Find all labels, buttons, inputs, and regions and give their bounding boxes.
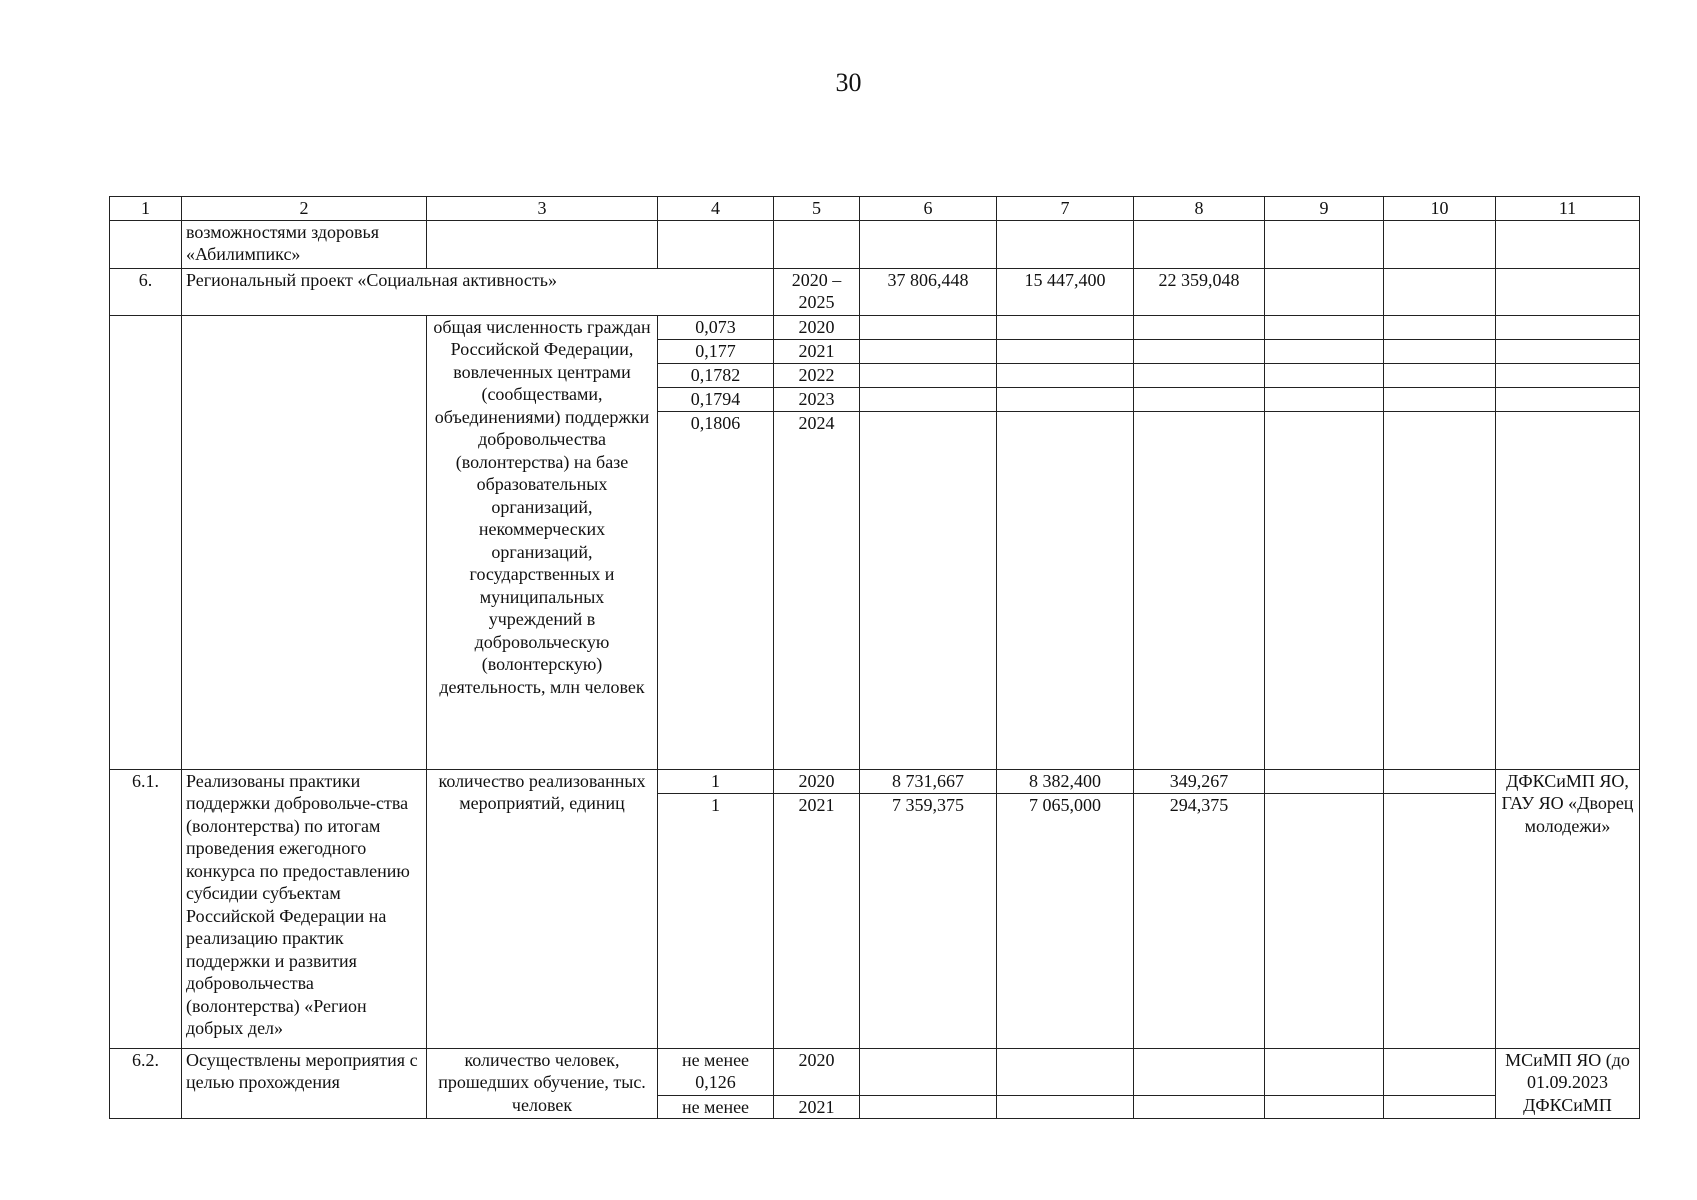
row-number: 6. <box>110 268 182 315</box>
row-number: 6.1. <box>110 769 182 1048</box>
indicator-year: 2020 <box>774 769 860 793</box>
amount-total: 37 806,448 <box>860 268 997 315</box>
header-cell: 11 <box>1496 197 1640 221</box>
executor: МСиМП ЯО (до 01.09.2023 ДФКСиМП <box>1496 1048 1640 1119</box>
header-cell: 1 <box>110 197 182 221</box>
activity-name: Осуществлены мероприятия с целью прохождения <box>182 1048 427 1119</box>
header-cell: 2 <box>182 197 427 221</box>
indicator-text: количество реализованных мероприятий, единиц <box>427 769 658 1048</box>
indicator-year: 2020 <box>774 315 860 339</box>
header-row <box>110 197 1640 221</box>
continuation-text: возможностями здоровья «Абилимпикс» <box>182 220 427 268</box>
indicator-text: общая численность граждан Российской Федерации, вовлеченных центрами (сообществами, объединениями) поддержки добровольчества (волонтерства) на базе образовательных организаций, некоммерческих организаций, государственных и муниципальных учреждений в добровольческую (волонтерскую) деятельность, млн человек <box>427 315 658 769</box>
program-table <box>109 196 1640 1119</box>
period: 2020 – 2025 <box>774 268 860 315</box>
indicator-year: 2024 <box>774 411 860 769</box>
header-cell: 5 <box>774 197 860 221</box>
page-number: 30 <box>835 68 862 97</box>
indicator-year: 2021 <box>774 1095 860 1119</box>
amount-regional: 22 359,048 <box>1134 268 1265 315</box>
indicator-value: 1 <box>658 769 774 793</box>
header-cell: 4 <box>658 197 774 221</box>
indicator-value: не менее 0,126 <box>658 1048 774 1095</box>
indicator-value: 0,1806 <box>658 411 774 769</box>
amount-regional: 349,267 <box>1134 769 1265 793</box>
indicator-value: 0,1782 <box>658 363 774 387</box>
indicator-value: 0,073 <box>658 315 774 339</box>
header-cell: 6 <box>860 197 997 221</box>
indicator-value: 0,177 <box>658 339 774 363</box>
amount-regional: 294,375 <box>1134 793 1265 1048</box>
indicator-value: 0,1794 <box>658 387 774 411</box>
amount-federal: 8 382,400 <box>997 769 1134 793</box>
indicator-year: 2023 <box>774 387 860 411</box>
activity-name: Реализованы практики поддержки добровольче-ства (волонтерства) по итогам проведения ежегодного конкурса по предоставлению субсидии субъектам Российской Федерации на реализацию практик поддержки и развития добровольчества (волонтерства) «Регион добрых дел» <box>182 769 427 1048</box>
header-cell: 7 <box>997 197 1134 221</box>
header-cell: 10 <box>1384 197 1496 221</box>
amount-total: 7 359,375 <box>860 793 997 1048</box>
table-row <box>110 1048 1640 1095</box>
header-cell: 8 <box>1134 197 1265 221</box>
indicator-year: 2021 <box>774 793 860 1048</box>
indicator-value: не менее <box>658 1095 774 1119</box>
header-cell: 3 <box>427 197 658 221</box>
indicator-year: 2021 <box>774 339 860 363</box>
indicator-text: количество человек, прошедших обучение, тыс. человек <box>427 1048 658 1119</box>
amount-total: 8 731,667 <box>860 769 997 793</box>
project-title: Региональный проект «Социальная активность» <box>182 268 774 315</box>
indicator-value: 1 <box>658 793 774 1048</box>
amount-federal: 15 447,400 <box>997 268 1134 315</box>
amount-federal: 7 065,000 <box>997 793 1134 1048</box>
table-row <box>110 268 1640 315</box>
row-number: 6.2. <box>110 1048 182 1119</box>
continuation-row <box>110 220 1640 268</box>
table-row <box>110 769 1640 793</box>
executor: ДФКСиМП ЯО, ГАУ ЯО «Дворец молодежи» <box>1496 769 1640 1048</box>
header-cell: 9 <box>1265 197 1384 221</box>
table-row <box>110 315 1640 339</box>
indicator-year: 2022 <box>774 363 860 387</box>
indicator-year: 2020 <box>774 1048 860 1095</box>
